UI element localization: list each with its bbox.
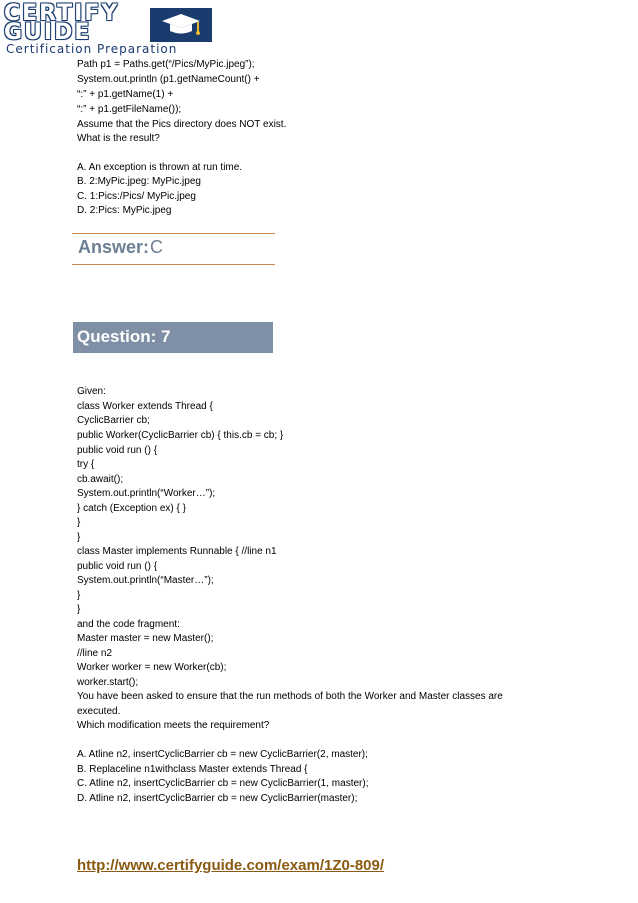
code-line: “:” + p1.getName(1) +: [77, 89, 174, 100]
question-heading-box: [73, 322, 273, 353]
question-line: class Worker extends Thread {: [77, 401, 213, 412]
question-line: Given:: [77, 386, 106, 397]
answer-value: C: [150, 237, 163, 257]
question-heading: Question: 7: [77, 327, 171, 346]
question-line: //line n2: [77, 648, 113, 659]
code-line: What is the result?: [77, 133, 160, 144]
question-line: class Master implements Runnable { //line n1: [77, 546, 277, 557]
option-d: D. Atline n2, insertCyclicBarrier cb = new CyclicBarrier(master);: [77, 793, 358, 804]
question-line: }: [77, 532, 81, 543]
question-line: Worker worker = new Worker(cb);: [77, 662, 227, 673]
option-a: A. Atline n2, insertCyclicBarrier cb = new CyclicBarrier(2, master);: [77, 749, 368, 760]
answer-label: Answer:: [78, 237, 150, 257]
option-a: A. An exception is thrown at run time.: [77, 162, 243, 173]
question-line: try {: [77, 459, 95, 470]
question-line: }: [77, 604, 81, 615]
question-line: cb.await();: [77, 474, 124, 485]
question-line: public void run () {: [77, 561, 158, 572]
exam-page-link[interactable]: http://www.certifyguide.com/exam/1Z0-809/: [77, 857, 385, 874]
option-c: C. Atline n2, insertCyclicBarrier cb = new CyclicBarrier(1, master);: [77, 778, 369, 789]
code-line: Assume that the Pics directory does NOT exist.: [77, 119, 287, 130]
option-d: D. 2:Pics: MyPic.jpeg: [77, 205, 172, 216]
code-line: “:” + p1.getFileName());: [77, 104, 182, 115]
logo-tagline: Certification Preparation: [6, 42, 178, 56]
graduation-cap-icon: [150, 8, 212, 42]
question-line: worker.start();: [77, 677, 139, 688]
certify-guide-logo: [4, 1, 214, 56]
question-line: System.out.println(“Worker…”);: [77, 488, 216, 499]
question-line: }: [77, 590, 81, 601]
question-line: executed.: [77, 706, 121, 717]
option-c: C. 1:Pics:/Pics/ MyPic.jpeg: [77, 191, 196, 202]
question-line: CyclicBarrier cb;: [77, 415, 150, 426]
question-line: Master master = new Master();: [77, 633, 214, 644]
answer-box: [72, 233, 275, 265]
question-line: public Worker(CyclicBarrier cb) { this.cb = cb; }: [77, 430, 284, 441]
logo-word-guide: GUIDE: [4, 20, 92, 45]
option-b: B. Replaceline n1withclass Master extends Thread {: [77, 764, 308, 775]
code-line: System.out.println (p1.getNameCount() +: [77, 74, 260, 85]
logo-word-certify: CERTIFY: [4, 1, 120, 26]
question-line: public void run () {: [77, 445, 158, 456]
question-line: and the code fragment:: [77, 619, 180, 630]
question-line: Which modification meets the requirement?: [77, 720, 270, 731]
option-b: B. 2:MyPic.jpeg: MyPic.jpeg: [77, 176, 201, 187]
question-line: } catch (Exception ex) { }: [77, 503, 186, 514]
question-line: System.out.println(“Master…”);: [77, 575, 214, 586]
code-line: Path p1 = Paths.get(“/Pics/MyPic.jpeg”);: [77, 59, 255, 70]
question-line: You have been asked to ensure that the run methods of both the Worker and Master classes are: [77, 691, 503, 702]
question-line: }: [77, 517, 81, 528]
